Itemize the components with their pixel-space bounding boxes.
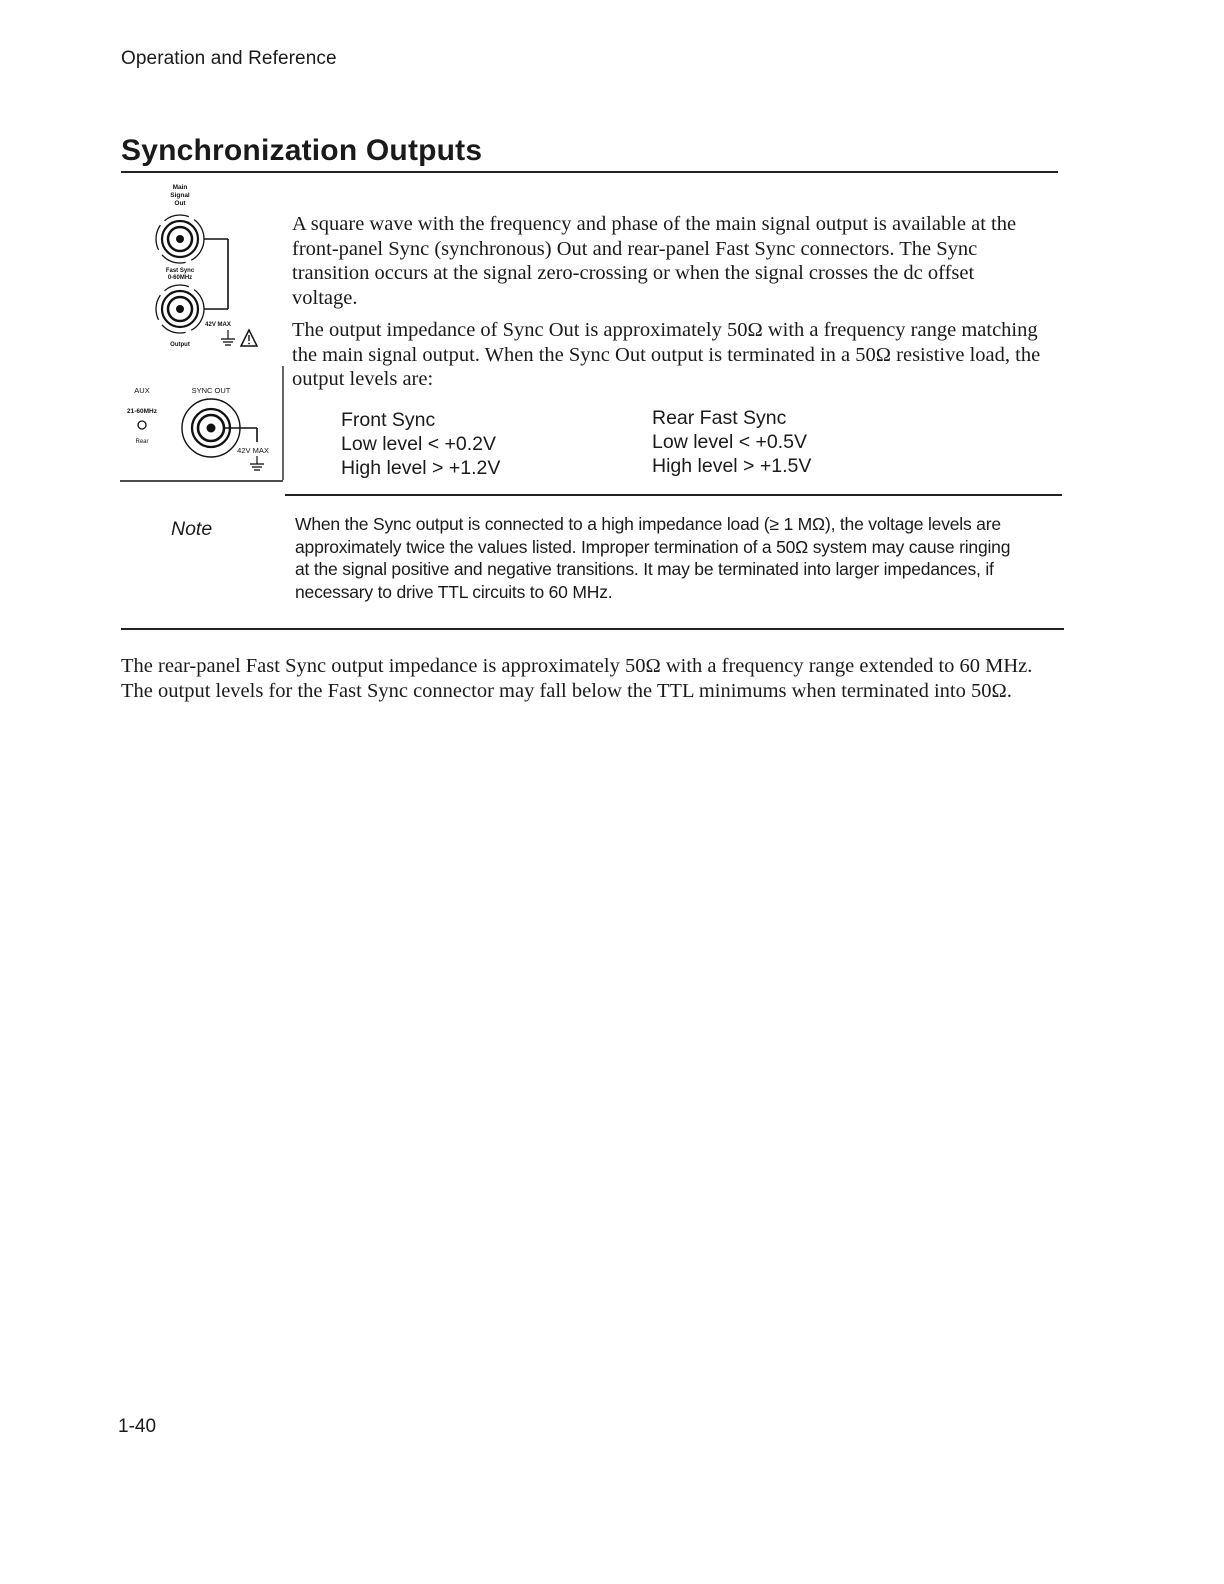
warning-triangle-icon (241, 330, 257, 346)
rear-fast-sync-levels (652, 406, 811, 478)
page-number: 1-40 (118, 1416, 157, 1437)
impedance-paragraph: The output impedance of Sync Out is approximately 50Ω with a frequency range matching the main signal output. When the Sync Out output is terminated in a 50Ω resistive load, the output levels are: (292, 319, 1041, 390)
aux-jack-icon (138, 421, 146, 429)
sync-description-paragraph: A square wave with the frequency and phase of the main signal output is available at the front-panel Sync (synchronous) Out and rear-panel Fast Sync connectors. The Sync transition occurs at the signal zero-crossing or when the signal crosses the dc offset voltage. (292, 213, 1017, 309)
output-label: Output (170, 342, 190, 348)
main-signal-out-label-3: Out (174, 200, 186, 207)
rear-sync-low-level: Low level < +0.5V (652, 431, 808, 453)
note-label: Note (171, 518, 213, 540)
rear-label: Rear (135, 439, 149, 445)
running-header: Operation and Reference (121, 48, 337, 69)
max-voltage-label-top: 42V MAX (205, 322, 231, 328)
note-bottom-rule (121, 628, 1064, 630)
rear-sync-heading: Rear Fast Sync (652, 407, 787, 429)
page-title: Synchronization Outputs (121, 134, 483, 167)
rear-sync-high-level: High level > +1.5V (652, 455, 812, 477)
main-signal-bnc-icon (156, 215, 228, 263)
ground-icon (221, 330, 235, 345)
front-sync-levels (341, 408, 500, 480)
fast-sync-label-1: Fast Sync (165, 268, 195, 274)
front-sync-high-level: High level > +1.2V (341, 457, 501, 479)
rear-ground-icon (250, 456, 264, 470)
sync-out-label: SYNC OUT (191, 386, 231, 395)
front-sync-heading: Front Sync (341, 409, 436, 431)
max-voltage-label-bottom: 42V MAX (237, 446, 269, 455)
sync-connectors-figure (118, 180, 288, 490)
main-signal-out-label-1: Main (172, 184, 188, 191)
fast-sync-paragraph: The rear-panel Fast Sync output impedance is approximately 50Ω with a frequency range extended to 60 MHz. The output levels for the Fast Sync connector may fall below the TTL minimums when terminated into 50Ω. (121, 655, 1033, 702)
aux-label: AUX (134, 386, 150, 395)
fast-sync-label-2: 0-60MHz (167, 275, 193, 281)
title-rule (121, 171, 1058, 173)
front-sync-low-level: Low level < +0.2V (341, 433, 497, 455)
main-signal-out-label-2: Signal (170, 192, 190, 199)
frequency-label: 21-60MHz (127, 408, 157, 415)
note-text: When the Sync output is connected to a high impedance load (≥ 1 MΩ), the voltage levels are approximately twice the values listed. Improper termination of a 50Ω system may cause ringing at the signal positive and negative transitions. It may be terminated into larger impedances, if necessary to drive TTL circuits to 60 MHz. (295, 514, 1011, 602)
note-top-rule (285, 494, 1062, 496)
